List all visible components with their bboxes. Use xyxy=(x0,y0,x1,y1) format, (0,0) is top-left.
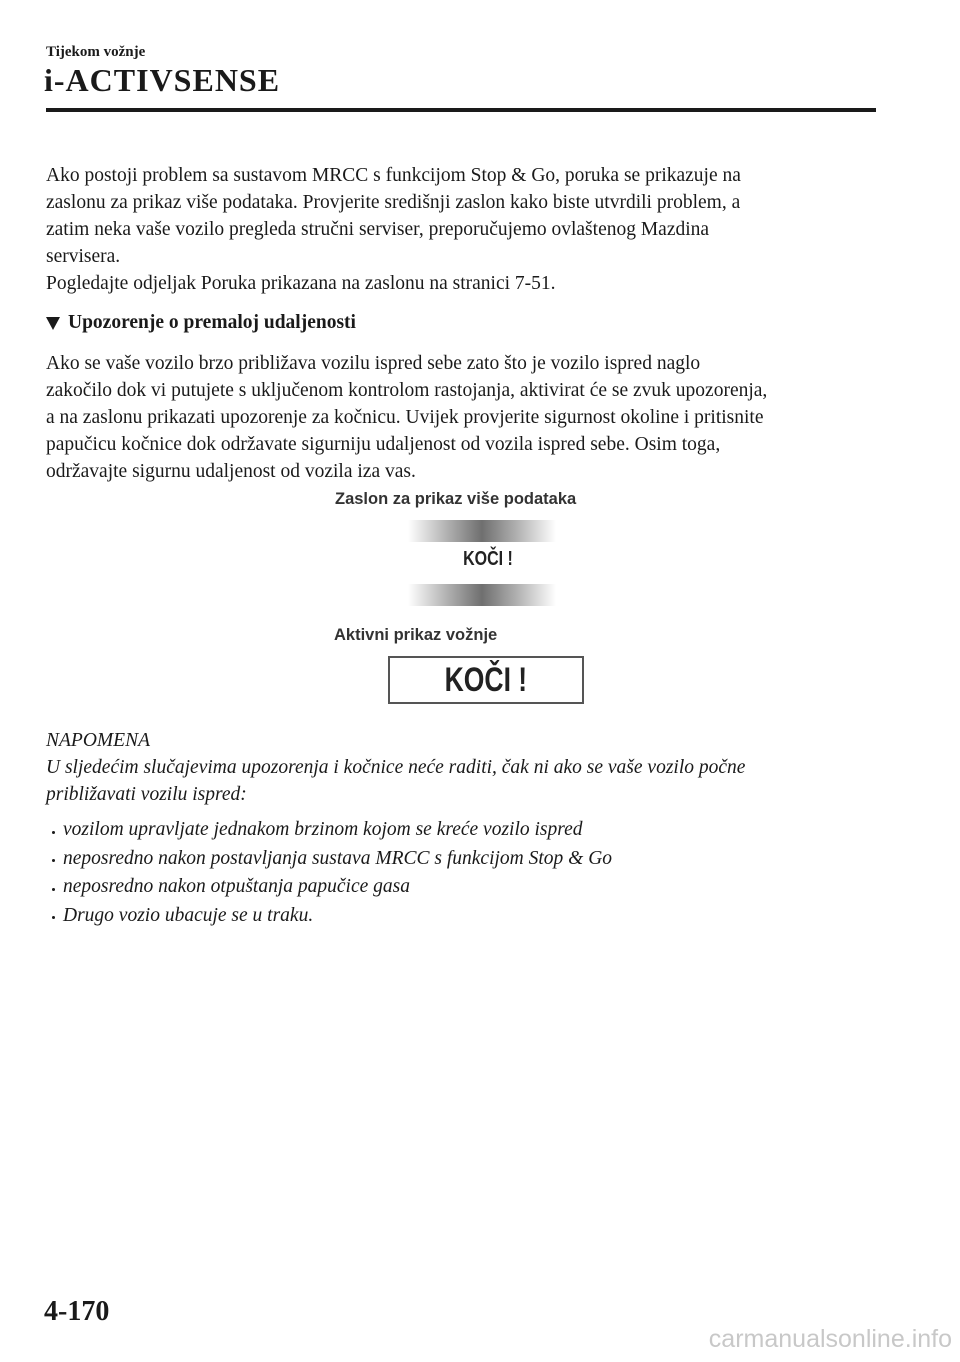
header-rule xyxy=(46,108,876,112)
bullet-dot-icon xyxy=(52,831,55,834)
active-display-caption: Aktivni prikaz vožnje xyxy=(334,626,498,644)
triangle-down-icon xyxy=(46,317,60,330)
warning-line: održavajte sigurnu udaljenost od vozila iza vas. xyxy=(46,461,416,482)
warning-paragraph xyxy=(46,350,886,485)
bullet-text: Drugo vozio ubacuje se u traku. xyxy=(63,904,314,926)
display-gradient-bar-top xyxy=(408,520,556,542)
bullet-dot-icon xyxy=(52,916,55,919)
note-line: U sljedećim slučajevima upozorenja i kočnice neće raditi, čak ni ako se vaše vozilo počne xyxy=(46,757,746,778)
warning-heading xyxy=(46,312,356,334)
note-bullet-list xyxy=(52,816,612,930)
bullet-text: neposredno nakon postavljanja sustava MRCC s funkcijom Stop & Go xyxy=(63,847,613,869)
warning-heading-text: Upozorenje o premaloj udaljenosti xyxy=(68,312,356,333)
watermark[interactable]: carmanualsonline.info xyxy=(708,1325,952,1353)
multi-display-caption: Zaslon za prikaz više podataka xyxy=(335,490,577,508)
multi-display-brake-text: KOČI ! xyxy=(463,548,513,570)
note-line: približavati vozilu ispred: xyxy=(46,784,247,805)
bullet-dot-icon xyxy=(52,859,55,862)
warning-line: a na zaslonu prikazati upozorenje za kočnicu. Uvijek provjerite sigurnost okoline i pritisnite xyxy=(46,407,764,428)
chapter-title: i-ACTIVSENSE xyxy=(44,62,281,98)
display-gradient-bar-bottom xyxy=(408,584,556,606)
intro-line: servisera. xyxy=(46,246,121,267)
section-label: Tijekom vožnje xyxy=(46,44,146,60)
warning-line: zakočilo dok vi putujete s uključenom kontrolom rastojanja, aktivirat će se zvuk upozorenja, xyxy=(46,380,768,401)
intro-paragraph xyxy=(46,162,886,297)
intro-line: Ako postoji problem sa sustavom MRCC s funkcijom Stop & Go, poruka se prikazuje na xyxy=(46,165,741,186)
intro-line: Pogledajte odjeljak Poruka prikazana na zaslonu na stranici 7-51. xyxy=(46,273,556,294)
list-item xyxy=(52,873,612,902)
note-paragraph xyxy=(46,754,745,808)
warning-line: Ako se vaše vozilo brzo približava vozilu ispred sebe zato što je vozilo ispred naglo xyxy=(46,353,701,374)
active-display-box xyxy=(388,656,584,704)
intro-line: zaslonu za prikaz više podataka. Provjerite središnji zaslon kako biste utvrdili problem, a xyxy=(46,192,741,213)
list-item xyxy=(52,845,612,874)
warning-line: papučicu kočnice dok održavate sigurniju udaljenost od vozila ispred sebe. Osim toga, xyxy=(46,434,721,455)
intro-line: zatim neka vaše vozilo pregleda stručni serviser, preporučujemo ovlaštenog Mazdina xyxy=(46,219,710,240)
list-item xyxy=(52,902,612,931)
page-number: 4-170 xyxy=(44,1296,110,1327)
note-title: NAPOMENA xyxy=(46,730,150,751)
bullet-text: neposredno nakon otpuštanja papučice gasa xyxy=(63,876,410,897)
bullet-text: vozilom upravljate jednakom brzinom kojom se kreće vozilo ispred xyxy=(63,819,583,840)
list-item xyxy=(52,816,612,845)
bullet-dot-icon xyxy=(52,888,55,891)
active-display-brake-text: KOČI ! xyxy=(444,660,528,699)
